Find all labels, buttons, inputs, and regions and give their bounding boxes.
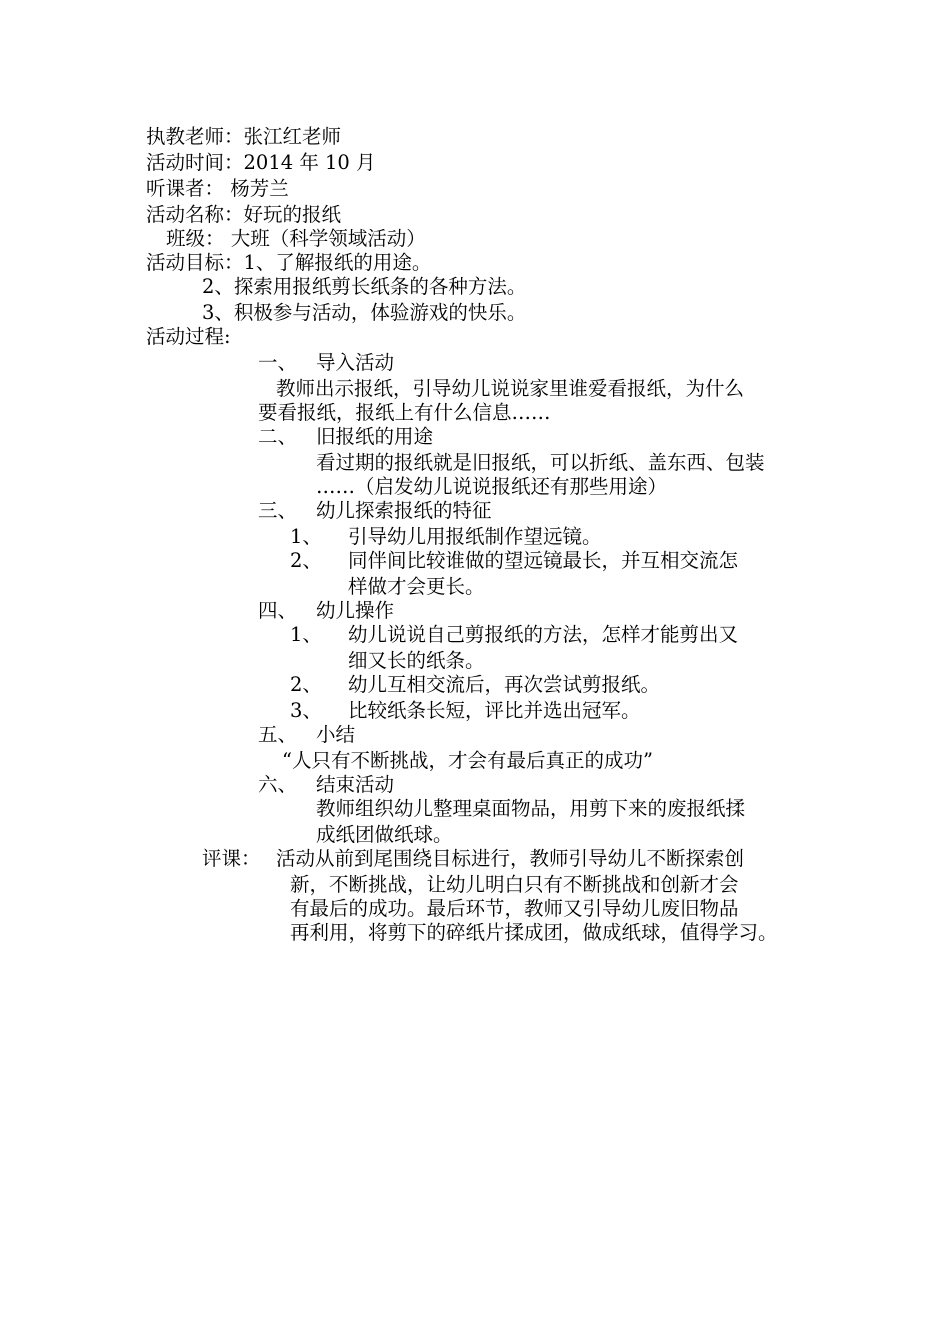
section-title: 结束活动: [316, 773, 395, 796]
review-label: 评课：: [202, 847, 261, 870]
list-item-text: 幼儿互相交流后，再次尝试剪报纸。: [348, 673, 661, 696]
section-title: 导入活动: [316, 351, 395, 374]
section-number: 五、: [258, 723, 298, 746]
summary-quote: “人只有不断挑战，才会有最后真正的成功”: [282, 749, 653, 772]
list-item-text: 比较纸条长短，评比并选出冠军。: [348, 699, 641, 722]
section-body-line: 成纸团做纸球。: [316, 823, 453, 846]
list-item-number: 1、: [290, 623, 322, 646]
list-item-text: 细又长的纸条。: [348, 649, 485, 672]
activity-name-line: 活动名称：好玩的报纸: [146, 203, 342, 226]
section-number: 二、: [258, 425, 298, 448]
section-body-line: 要看报纸，报纸上有什么信息……: [258, 401, 551, 424]
section-body-line: 教师出示报纸，引导幼儿说说家里谁爱看报纸，为什么: [276, 377, 745, 400]
section-title: 幼儿探索报纸的特征: [316, 499, 492, 522]
goal-item: 3、积极参与活动，体验游戏的快乐。: [202, 301, 527, 324]
process-title: 活动过程:: [146, 325, 231, 348]
review-line: 有最后的成功。最后环节，教师又引导幼儿废旧物品: [290, 897, 739, 920]
list-item-text: 引导幼儿用报纸制作望远镜。: [348, 525, 602, 548]
time-line: 活动时间：2014 年 10 月: [146, 151, 376, 174]
section-title: 旧报纸的用途: [316, 425, 434, 448]
section-number: 四、: [258, 599, 298, 622]
section-number: 六、: [258, 773, 298, 796]
list-item-number: 3、: [290, 699, 322, 722]
list-item-number: 2、: [290, 673, 322, 696]
class-line: 班级： 大班（科学领域活动）: [166, 227, 426, 250]
list-item-number: 2、: [290, 549, 322, 572]
listener-line: 听课者： 杨芳兰: [146, 177, 289, 200]
goals-title-line: 活动目标：1、了解报纸的用途。: [146, 251, 432, 274]
list-item-number: 1、: [290, 525, 322, 548]
list-item-text: 幼儿说说自己剪报纸的方法，怎样才能剪出又: [348, 623, 739, 646]
list-item-text: 同伴间比较谁做的望远镜最长，并互相交流怎: [348, 549, 739, 572]
section-title: 小结: [316, 723, 356, 746]
list-item-text: 样做才会更长。: [348, 575, 485, 598]
section-number: 三、: [258, 499, 298, 522]
teacher-line: 执教老师：张江红老师: [146, 125, 342, 148]
section-body-line: 看过期的报纸就是旧报纸，可以折纸、盖东西、包装: [316, 451, 765, 474]
goal-item: 2、探索用报纸剪长纸条的各种方法。: [202, 275, 527, 298]
section-title: 幼儿操作: [316, 599, 395, 622]
review-line: 活动从前到尾围绕目标进行，教师引导幼儿不断探索创: [276, 847, 745, 870]
section-number: 一、: [258, 351, 298, 374]
review-line: 再利用，将剪下的碎纸片揉成团，做成纸球，值得学习。: [290, 921, 778, 944]
section-body-line: 教师组织幼儿整理桌面物品，用剪下来的废报纸揉: [316, 797, 746, 820]
review-line: 新，不断挑战，让幼儿明白只有不断挑战和创新才会: [290, 873, 739, 896]
section-body-line: ……（启发幼儿说说报纸还有那些用途）: [316, 475, 668, 498]
